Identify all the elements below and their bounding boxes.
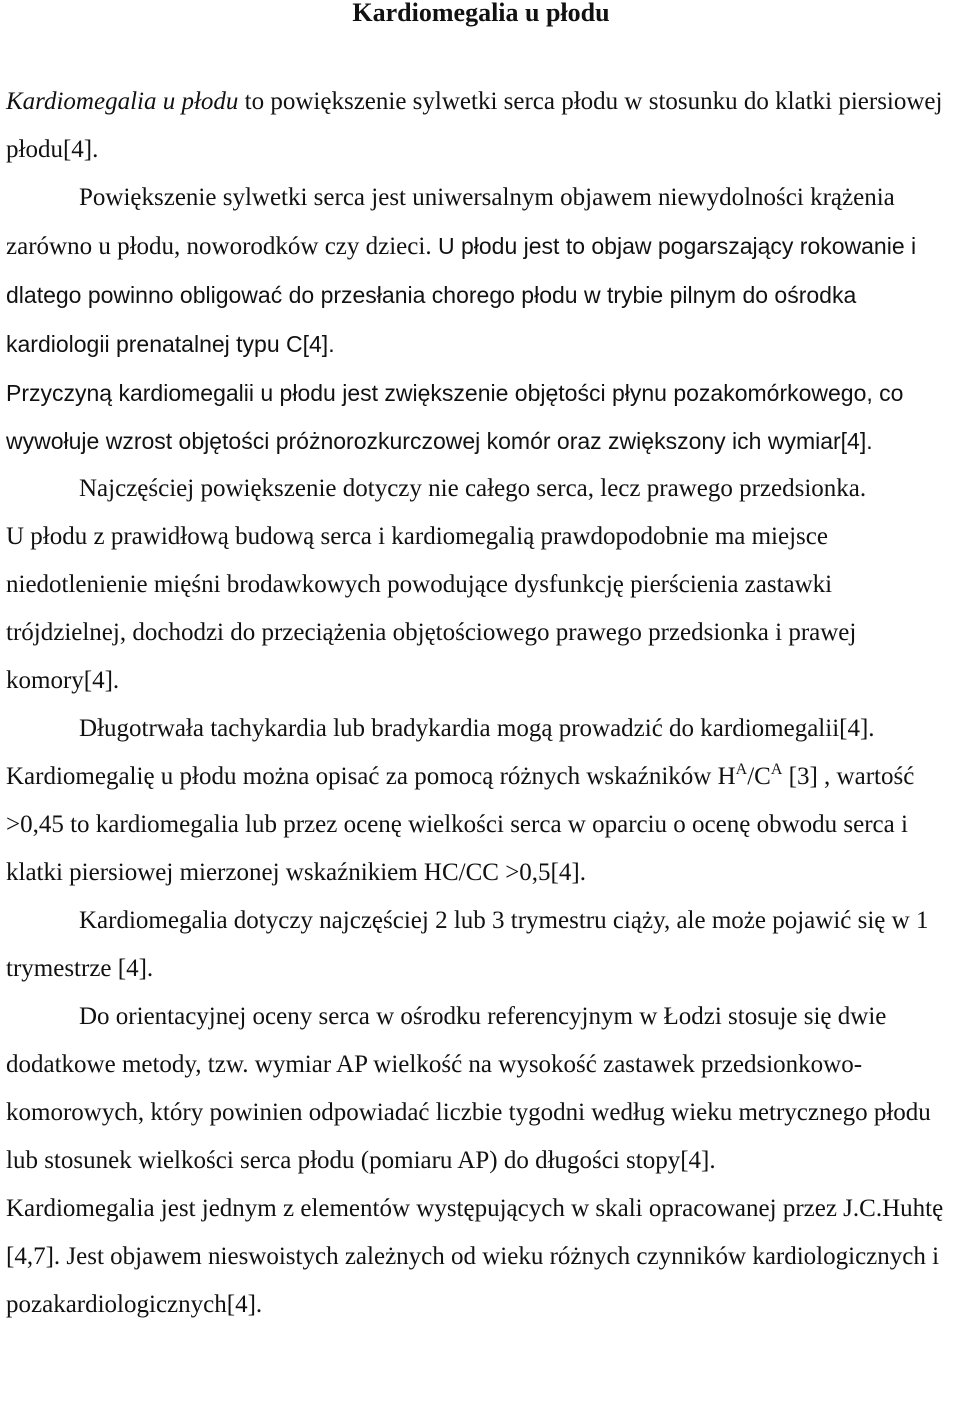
paragraph-hypoxia: U płodu z prawidłową budową serca i kardiomegalią prawdopodobnie ma miejsce niedotlenienie mięśni brodawkowych powodujące dysfunkcję pierścienia zastawki trójdzielnej, dochodzi do przeciążenia objętościowego prawego przedsionka i prawej komory[4].	[6, 523, 857, 694]
superscript-a-1: A	[735, 761, 748, 778]
defined-term: Kardiomegalia u płodu	[6, 88, 239, 115]
paragraph-trimester: Kardiomegalia dotyczy najczęściej 2 lub 3 trymestru ciąży, ale może pojawić się w 1 trymestrze [4].	[6, 907, 929, 982]
paragraph-indices: Kardiomegalię u płodu można opisać za pomocą różnych wskaźników $H^A/C^A$ [3] , wartość >0,45 to kardiomegalia lub przez ocenę wielkości serca w oparciu o ocenę obwodu serca i klatki piersiowej mierzonej wskaźnikiem HC/CC >0,5[4].	[6, 761, 915, 886]
paragraph-huhta-scale: Kardiomegalia jest jednym z elementów występujących w skali opracowanej przez J.C.Huhtę [4,7]. Jest objawem nieswoistych zależnych od wieku różnych czynników kardiologicznych i pozakardiologicznych[4].	[6, 1195, 944, 1318]
document-body	[6, 78, 956, 1329]
superscript-a-2: A	[770, 761, 783, 778]
document-title: Kardiomegalia u płodu	[352, 0, 610, 27]
paragraph-symptom	[6, 174, 956, 369]
paragraph-cause: Przyczyną kardiomegalii u płodu jest zwiększenie objętości płynu pozakomórkowego, co wywołuje wzrost objętości próżnorozkurczowej komór oraz zwiększony ich wymiar[4].	[6, 380, 904, 454]
paragraph-arrhythmia: Długotrwała tachykardia lub bradykardia mogą prowadzić do kardiomegalii[4].	[79, 715, 875, 742]
symptom-text-sans: U płodu jest to objaw pogarszający rokowanie i dlatego powinno obligować do przesłania chorego płodu w trybie pilnym do ośrodka kardiologii prenatalnej typu C[4].	[6, 233, 917, 357]
symptom-text-serif: Powiększenie sylwetki serca jest uniwersalnym objawem niewydolności krążenia zarówno u płodu, noworodków czy dzieci.	[6, 184, 895, 260]
paragraph-right-atrium: Najczęściej powiększenie dotyczy nie całego serca, lecz prawego przedsionka.	[79, 475, 867, 502]
paragraph-definition	[6, 78, 956, 174]
document-page	[6, 0, 956, 1329]
definition-text: to powiększenie sylwetki serca płodu w stosunku do klatki piersiowej płodu[4].	[6, 88, 943, 163]
paragraph-methods: Do orientacyjnej oceny serca w ośrodku referencyjnym w Łodzi stosuje się dwie dodatkowe metody, tzw. wymiar AP wielkość na wysokość zastawek przedsionkowo-komorowych, który powinien odpowiadać liczbie tygodni według wieku metrycznego płodu lub stosunek wielkości serca płodu (pomiaru AP) do długości stopy[4].	[6, 1003, 931, 1174]
